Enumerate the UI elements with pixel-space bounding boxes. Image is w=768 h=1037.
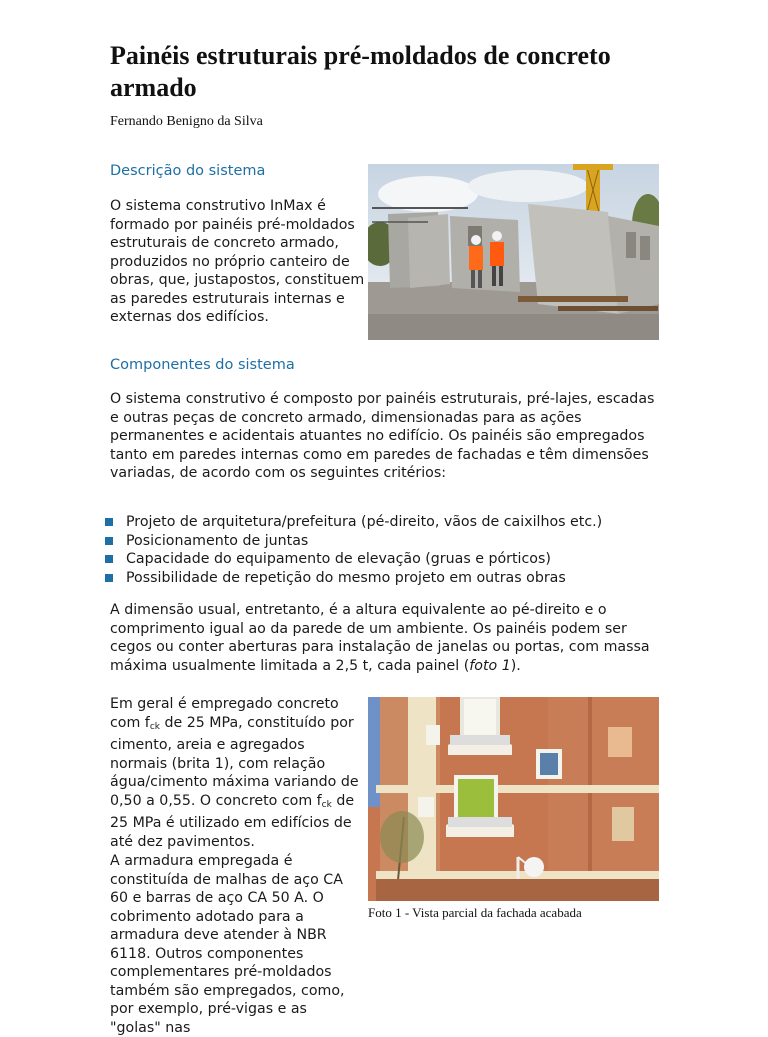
- bullet-square-icon: [105, 555, 113, 563]
- photo-caption: Foto 1 - Vista parcial da fachada acabada: [368, 905, 582, 920]
- list-item: Possibilidade de repetição do mesmo projeto em outras obras: [104, 569, 602, 588]
- paragraph-armadura: A armadura empregada é constituída de malhas de aço CA 60 e barras de aço CA 50 A. O cobrimento adotado para a armadura deve atender à NBR 6118. Outros componentes complementares pré-moldados também são empregados, como, por exemplo, pré-vigas e as "golas" nas: [110, 853, 345, 1036]
- bullet-square-icon: [105, 518, 113, 526]
- paragraph-descricao: O sistema construtivo InMax é formado por painéis pré-moldados estruturais de concreto armado, produzidos no próprio canteiro de obras, que, justapostos, constituem as paredes estruturais internas e externas dos edifícios.: [110, 198, 365, 325]
- paragraph-concreto: Em geral é empregado concreto com $f_{ck}$ de 25 MPa, constituído por cimento, areia e agregados normais (brita 1), com relação água/cimento máxima variando de 0,50 a 0,55. O concreto com $f_{ck}$ de 25 MPa é utilizado em edifícios de até dez pavimentos.: [110, 696, 359, 850]
- criteria-list: [104, 513, 602, 587]
- bullet-square-icon: [105, 537, 113, 545]
- list-item: Capacidade do equipamento de elevação (gruas e pórticos): [104, 550, 602, 569]
- facade-photo: [368, 697, 659, 901]
- section-heading-componentes: Componentes do sistema: [110, 357, 295, 373]
- list-item: Posicionamento de juntas: [104, 532, 602, 551]
- bullet-square-icon: [105, 574, 113, 582]
- author-name: Fernando Benigno da Silva: [110, 114, 263, 129]
- construction-site-image: [368, 164, 659, 340]
- section-heading-descricao: Descrição do sistema: [110, 163, 266, 179]
- document-title: Painéis estruturais pré-moldados de concreto armado: [110, 41, 611, 102]
- construction-site-photo: [368, 164, 659, 340]
- list-item: Projeto de arquitetura/prefeitura (pé-direito, vãos de caixilhos etc.): [104, 513, 602, 532]
- paragraph-componentes: O sistema construtivo é composto por painéis estruturais, pré-lajes, escadas e outras peças de concreto armado, dimensionadas para as ações permanentes e acidentais atuantes no edifício. Os painéis são empregados tanto em paredes internas como em paredes de fachadas e têm dimensões variadas, de acordo com os seguintes critérios:: [110, 391, 655, 481]
- photo-reference: foto 1: [469, 657, 511, 674]
- facade-image: [368, 697, 659, 901]
- paragraph-dimensao: A dimensão usual, entretanto, é a altura equivalente ao pé-direito e o comprimento igual ao da parede de um ambiente. Os painéis podem ser cegos ou conter aberturas para instalação de janelas ou portas, com massa máxima usualmente limitada a 2,5 t, cada painel (foto 1).: [110, 602, 650, 674]
